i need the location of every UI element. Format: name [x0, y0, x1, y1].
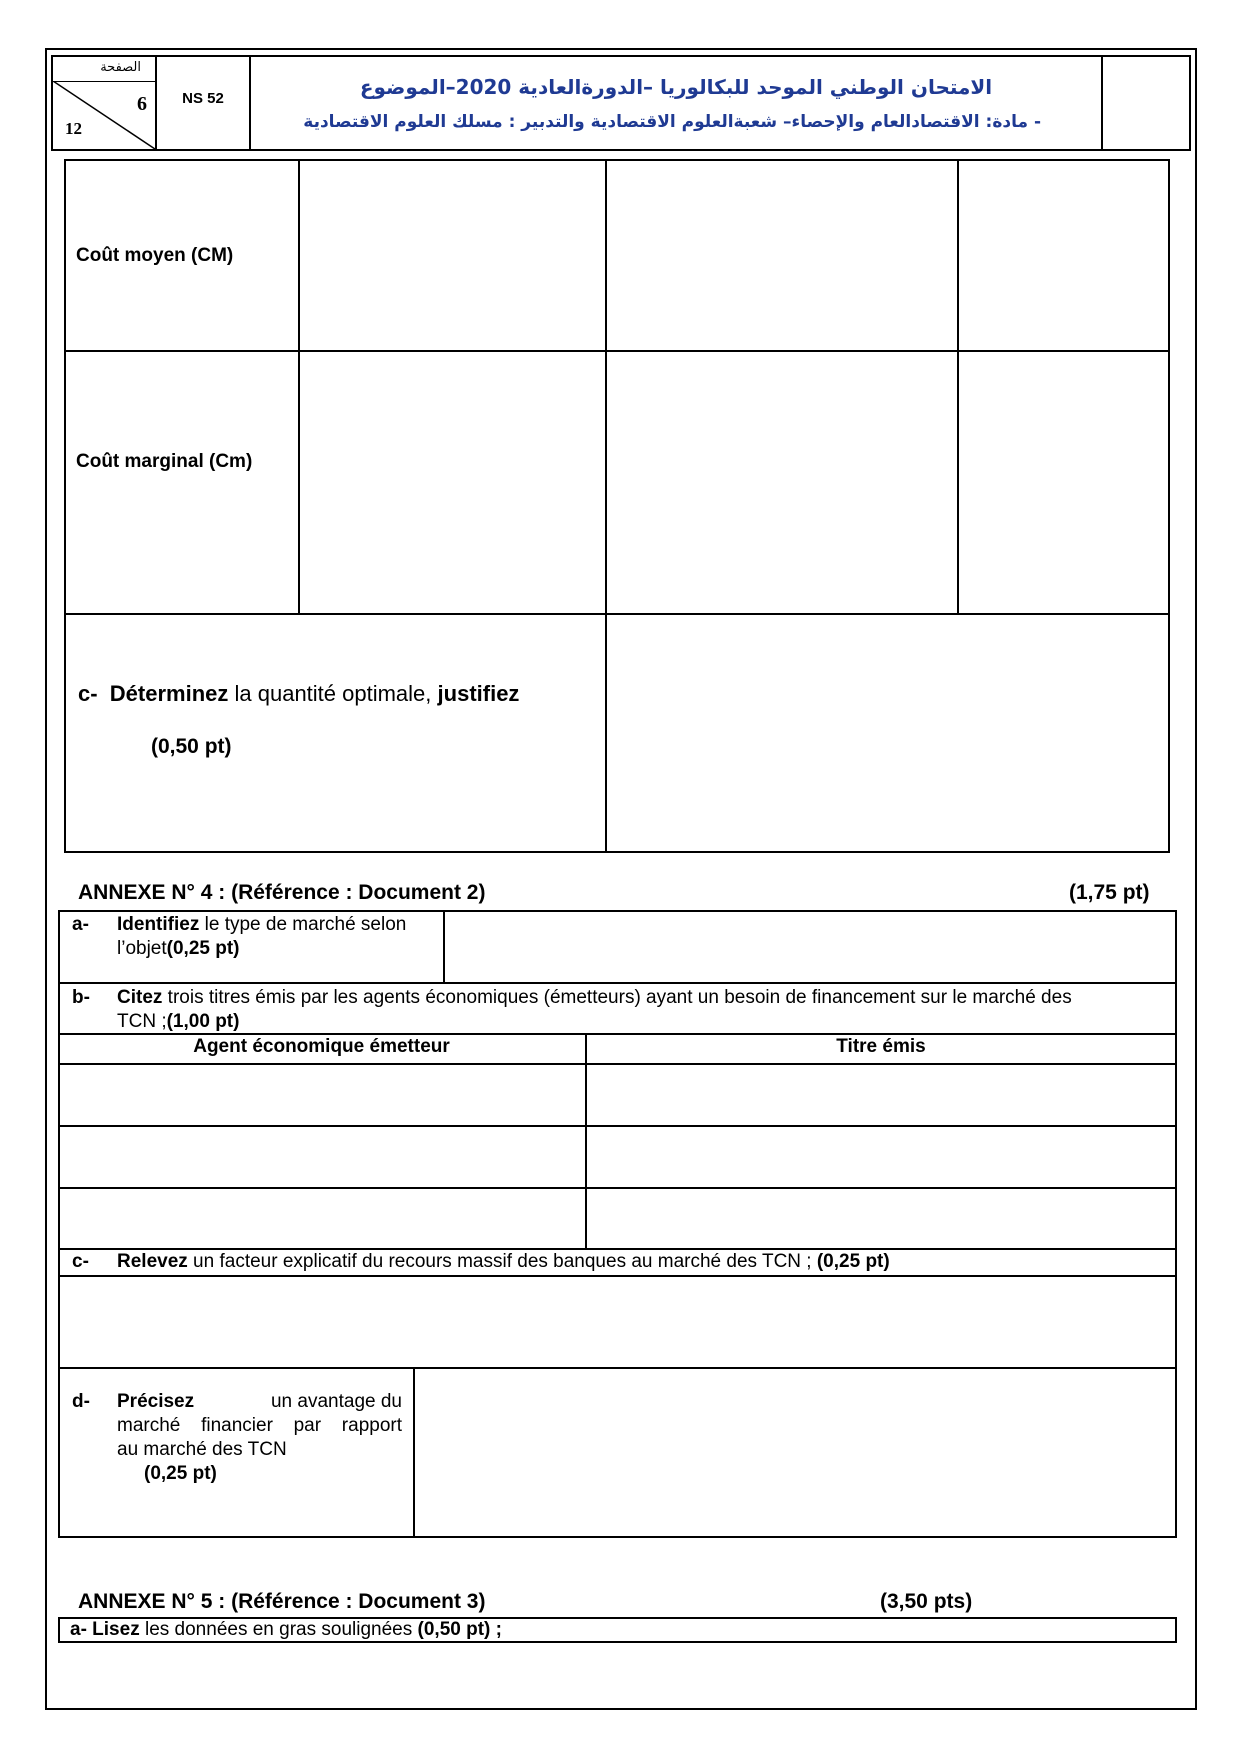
- exam-title: الامتحان الوطني الموحد للبكالوريا –الدورةالعادية 2020–الموضوع: [359, 75, 993, 99]
- agent-cell-1[interactable]: [60, 1065, 584, 1124]
- row-label-cout-marginal: Coût marginal (Cm): [76, 451, 253, 472]
- page-number: 6: [137, 93, 147, 115]
- page-label: الصفحة: [100, 60, 141, 75]
- annexe5-question-a: a- Lisez les données en gras soulignées (0,50 pt) ;: [70, 1619, 502, 1640]
- exam-subject: - مادة: الاقتصادالعام والإحصاء– شعبةالعلوم الاقتصادية والتدبير : مسلك العلوم الاقتصادية: [303, 112, 1041, 132]
- annexe5-points: (3,50 pts): [880, 1590, 973, 1613]
- annexe5-row-a: [58, 1617, 1177, 1643]
- question-b-letter: b-: [72, 987, 90, 1008]
- page-total: 12: [65, 119, 82, 138]
- cout-moyen-cell-2[interactable]: [607, 161, 956, 349]
- annexe4-title: ANNEXE N° 4 : (Référence : Document 2): [78, 881, 486, 904]
- exam-code: NS 52: [157, 57, 251, 149]
- agent-cell-3[interactable]: [60, 1189, 584, 1248]
- cout-marginal-cell-3[interactable]: [959, 352, 1167, 612]
- annexe5-title: ANNEXE N° 5 : (Référence : Document 3): [78, 1590, 486, 1613]
- cout-moyen-cell-1[interactable]: [300, 161, 604, 349]
- titre-cell-1[interactable]: [587, 1065, 1175, 1124]
- cout-moyen-cell-3[interactable]: [959, 161, 1167, 349]
- row-label-cout-moyen: Coût moyen (CM): [76, 245, 234, 266]
- answer-c-optimal[interactable]: [607, 615, 1167, 850]
- page-header: [51, 55, 1191, 151]
- titre-cell-3[interactable]: [587, 1189, 1175, 1248]
- answer-c[interactable]: [60, 1277, 1175, 1366]
- agent-cell-2[interactable]: [60, 1127, 584, 1186]
- question-b-text: Citez trois titres émis par les agents économiques (émetteurs) ayant un besoin de financement sur le marché des TCN ;(1,00 pt): [117, 987, 1072, 1032]
- exam-title-cell: [251, 57, 1103, 149]
- annexe4-points: (1,75 pt): [1069, 881, 1150, 904]
- question-c-letter: c-: [72, 1251, 89, 1272]
- answer-a[interactable]: [445, 912, 1175, 981]
- question-c-optimal: c- Déterminez la quantité optimale, justifiez: [78, 681, 520, 706]
- cost-table: [64, 159, 1170, 853]
- question-a-letter: a-: [72, 914, 89, 935]
- cout-marginal-cell-2[interactable]: [607, 352, 956, 612]
- col-header-agent: Agent économique émetteur: [193, 1036, 450, 1057]
- col-header-titre: Titre émis: [836, 1036, 926, 1057]
- cout-marginal-cell-1[interactable]: [300, 352, 604, 612]
- question-d-letter: d-: [72, 1391, 90, 1412]
- answer-d[interactable]: [415, 1369, 1175, 1536]
- titre-cell-2[interactable]: [587, 1127, 1175, 1186]
- question-a-text: Identifiez le type de marché selon l’objet(0,25 pt): [117, 914, 407, 959]
- question-c-points: (0,50 pt): [151, 735, 232, 758]
- question-d-text: Précisez un avantage du marché financier par rapport au marché des TCN (0,25 pt): [117, 1391, 402, 1484]
- page-number-cell: [53, 57, 157, 149]
- question-c-text: Relevez un facteur explicatif du recours massif des banques au marché des TCN ; (0,25 pt): [117, 1251, 890, 1272]
